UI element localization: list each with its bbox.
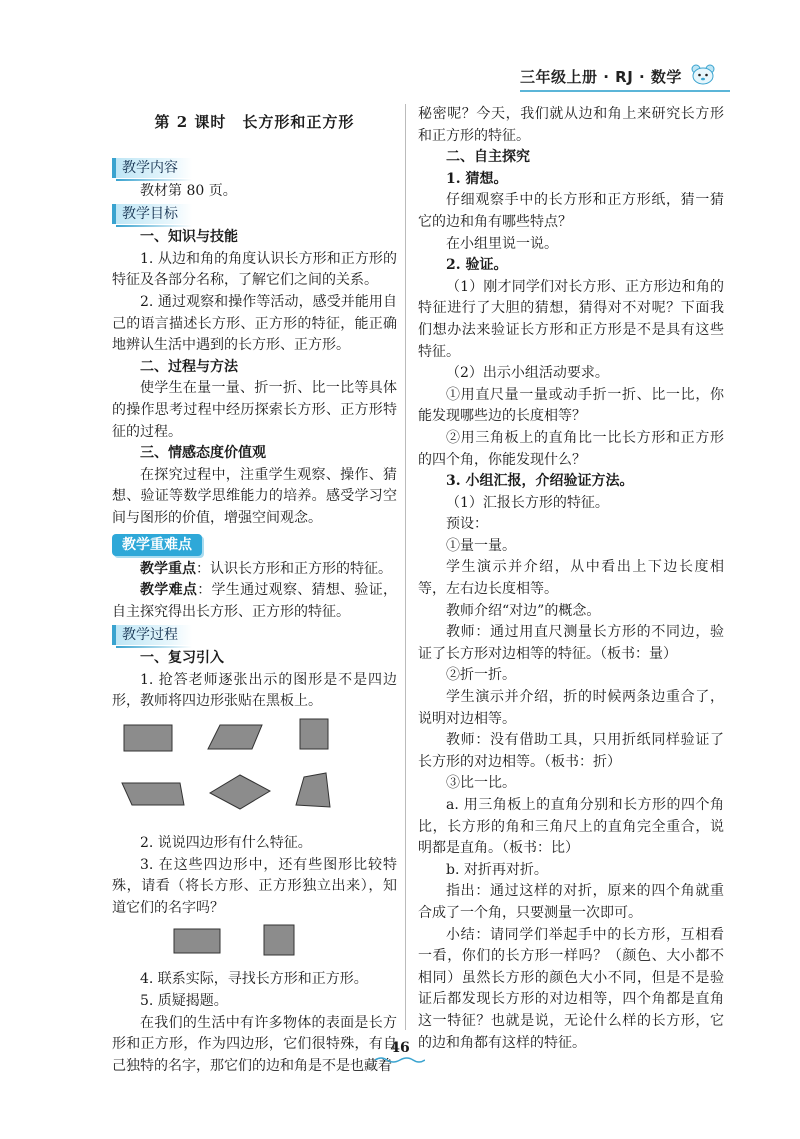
figure-square-2	[264, 925, 294, 955]
review-paragraph-3: 3. 在这些四边形中，还有些图形比较特殊，请看（将长方形、正方形独立出来），知道它们的名字吗？	[112, 856, 397, 916]
figure-parallelogram	[208, 725, 262, 749]
explore-heading: 二、自主探究	[446, 149, 530, 166]
section-label-goals: 教学目标	[112, 204, 192, 224]
page-footer	[370, 1040, 430, 1064]
report-paragraph-8: 学生演示并介绍，折的时候两条边重合了，说明对边相等。	[418, 689, 724, 727]
page-number: 46	[390, 1040, 410, 1056]
lesson-title: 第 2 课时 长方形和正方形	[154, 113, 355, 131]
right-paragraph-0: 秘密呢？今天，我们就从边和角上来研究长方形和正方形的特征。	[418, 106, 724, 144]
figure-rectangle	[124, 725, 172, 751]
figure-rhombus	[210, 775, 270, 809]
goal2-heading: 二、过程与方法	[140, 358, 238, 375]
review-paragraph-6: 在我们的生活中有许多物体的表面是长方形和正方形，作为四边形，它们很特殊，有自己独特的名字，那它们的边和角是不是也藏着	[112, 1014, 397, 1074]
review-paragraph-1: 1. 抢答老师逐张出示的图形是不是四边形，教师将四边形张贴在黑板上。	[112, 671, 397, 710]
guess-heading: 1. 猜想。	[446, 170, 508, 187]
rectangle-square-illustration	[112, 919, 397, 969]
report-paragraph-6: 教师：通过用直尺测量长方形的不同边，验证了长方形对边相等的特征。（板书：量）	[418, 624, 724, 662]
report-paragraph-5: 教师介绍“对边”的概念。	[446, 602, 601, 619]
goal1-heading: 一、知识与技能	[140, 229, 238, 246]
goal3-paragraph: 在探究过程中，注重学生观察、操作、猜想、验证等数学思维能力的培养。感受学习空间与图形的价值，增强空间观念。	[112, 466, 397, 526]
section-label-content: 教学内容	[112, 158, 192, 178]
grade-label: 三年级上册 · RJ · 数学	[520, 67, 682, 86]
verify-paragraph-2: （2）出示小组活动要求。	[446, 365, 609, 382]
running-header	[520, 62, 730, 90]
section-label-process: 教学过程	[112, 625, 192, 645]
report-paragraph-12: b. 对折再对折。	[446, 861, 548, 878]
difficulty-text: ：学生通过观察、猜想、验证，自主探究得出长方形、正方形的特征。	[112, 582, 398, 620]
report-paragraph-14: 小结：请同学们举起手中的长方形，互相看一看，你们的长方形一样吗？（颜色、大小都不相同）虽然长方形的颜色大小不同，但是不是验证后都发现长方形的对边相等，四个角都是直角这一特征？也就是说，无论什么样的长方形，它的边和角都有这样的特征。	[418, 926, 724, 1051]
figure-rectangle-2	[174, 929, 220, 953]
goal1-paragraph-2: 2. 通过观察和操作等活动，感受并能用自己的语言描述长方形、正方形的特征，能正确地辨认生活中遇到的长方形、正方形。	[112, 293, 397, 354]
figure-square	[300, 719, 328, 749]
report-paragraph-9: 教师：没有借助工具，只用折纸同样验证了长方形的对边相等。（板书：折）	[418, 732, 724, 770]
goal1-paragraph-1: 1. 从边和角的角度认识长方形和正方形的特征及各部分名称，了解它们之间的关系。	[112, 250, 397, 289]
report-paragraph-10: ③比一比。	[446, 775, 516, 792]
report-paragraph-13: 指出：通过这样的对折，原来的四个角就重合成了一个角，只要测量一次即可。	[418, 883, 724, 921]
quadrilateral-figures	[112, 713, 397, 833]
report-paragraph-7: ②折一折。	[446, 667, 516, 684]
right-column	[418, 104, 724, 1054]
section-label-key-points: 教学重难点	[112, 534, 202, 556]
verify-heading: 2. 验证。	[446, 257, 508, 274]
figure-trapezoid	[122, 783, 184, 805]
verify-paragraph-4: ②用三角板上的直角比一比长方形和正方形的四个角，你能发现什么？	[418, 429, 724, 468]
bear-mascot-icon	[690, 63, 716, 89]
review-paragraph-5: 5. 质疑揭题。	[140, 993, 228, 1010]
report-paragraph-2: 预设：	[446, 516, 488, 533]
verify-paragraph-3: ①用直尺量一量或动手折一折、比一比，你能发现哪些边的长度相等？	[418, 386, 724, 425]
report-paragraph-4: 学生演示并介绍，从中看出上下边长度相等，左右边长度相等。	[418, 559, 724, 598]
wave-ornament-icon	[375, 1056, 425, 1064]
goal3-heading: 三、情感态度价值观	[140, 445, 266, 462]
review-heading: 一、复习引入	[140, 650, 224, 667]
guess-paragraph-2: 在小组里说一说。	[446, 235, 558, 252]
key-point-label: 教学重点	[140, 560, 196, 577]
figure-irregular-quadrilateral	[296, 773, 330, 807]
content-text: 教材第 80 页。	[140, 182, 237, 199]
header-rule	[520, 90, 730, 92]
goal2-paragraph: 使学生在量一量、折一折、比一比等具体的操作思考过程中经历探索长方形、正方形特征的过程。	[112, 380, 397, 440]
column-divider	[405, 104, 406, 1030]
review-paragraph-2: 2. 说说四边形有什么特征。	[140, 835, 312, 852]
key-point	[112, 559, 397, 581]
difficulty-label: 教学难点	[140, 582, 198, 599]
rectangle-square-figures	[112, 919, 397, 969]
report-paragraph-3: ①量一量。	[446, 537, 516, 554]
difficulty-point	[112, 580, 397, 623]
key-point-text: ：认识长方形和正方形的特征。	[196, 560, 392, 577]
report-paragraph-1: （1）汇报长方形的特征。	[446, 494, 609, 511]
report-heading: 3. 小组汇报，介绍验证方法。	[446, 473, 634, 490]
verify-paragraph-1: （1）刚才同学们对长方形、正方形边和角的特征进行了大胆的猜想，猜得对不对呢？下面我们想办法来验证长方形和正方形是不是具有这些特征。	[418, 278, 724, 360]
review-paragraph-4: 4. 联系实际，寻找长方形和正方形。	[140, 971, 368, 988]
left-column	[112, 104, 397, 1077]
guess-paragraph-1: 仔细观察手中的长方形和正方形纸，猜一猜它的边和角有哪些特点？	[418, 192, 724, 230]
report-paragraph-11: a. 用三角板上的直角分别和长方形的四个角比，长方形的角和三角尺上的直角完全重合，说明都是直角。（板书：比）	[418, 797, 724, 857]
quadrilaterals-illustration	[112, 713, 397, 833]
